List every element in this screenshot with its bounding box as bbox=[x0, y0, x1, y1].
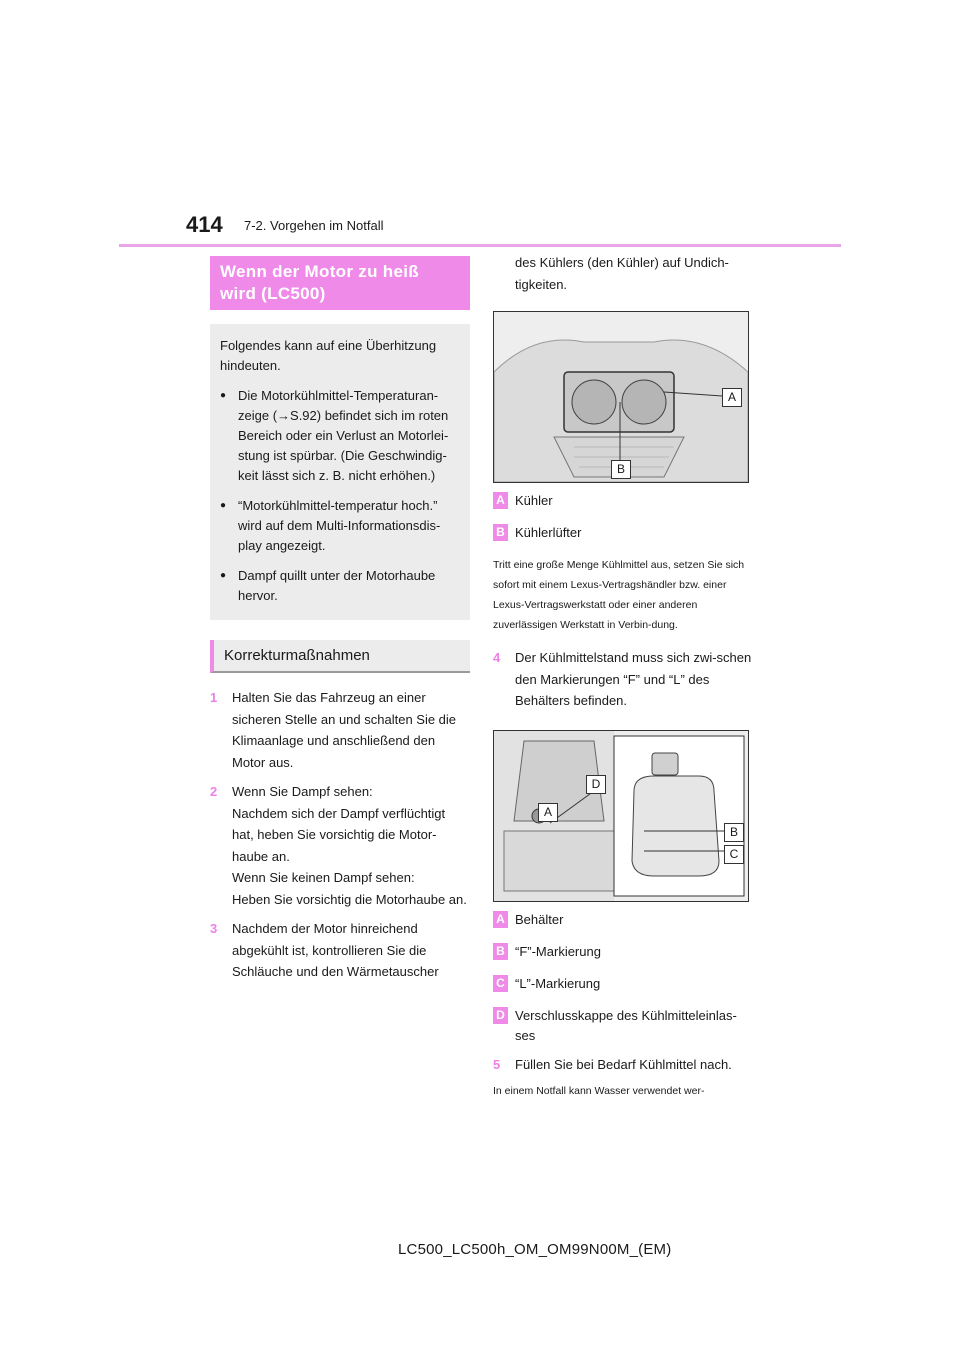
legend-letter: C bbox=[493, 975, 508, 992]
figure2-callout-d: D bbox=[586, 775, 606, 794]
header-rule bbox=[119, 244, 841, 247]
emergency-water-note: In einem Notfall kann Wasser verwendet wer- bbox=[493, 1085, 705, 1097]
legend-text: “L”-Markierung bbox=[515, 975, 601, 991]
symptom-bullet: ● “Motorkühlmittel-temperatur hoch.” wird auf dem Multi-Informationsdis-play angezeigt. bbox=[220, 496, 460, 556]
step-5 bbox=[493, 1054, 755, 1076]
step-text: Nachdem der Motor hinreichend abgekühlt ist, kontrollieren Sie die Schläuche und den Wärmetauscher bbox=[232, 921, 439, 979]
legend-letter: A bbox=[493, 911, 508, 928]
section-title: 7-2. Vorgehen im Notfall bbox=[244, 218, 384, 233]
legend-item bbox=[493, 523, 755, 555]
right-column bbox=[493, 252, 755, 1101]
legend-letter: B bbox=[493, 524, 508, 541]
engine-bay-front-illustration bbox=[494, 312, 748, 482]
legend-letter: A bbox=[493, 492, 508, 509]
step-number: 3 bbox=[210, 921, 218, 936]
legend-item bbox=[493, 910, 755, 942]
step-number: 4 bbox=[493, 650, 501, 665]
step-number: 2 bbox=[210, 784, 218, 799]
overheat-heading: Wenn der Motor zu heiß wird (LC500) bbox=[210, 256, 470, 310]
legend-item bbox=[493, 942, 755, 974]
symptom-bullet: ● Dampf quillt unter der Motorhaube hervor. bbox=[220, 566, 460, 606]
step-text: Heben Sie vorsichtig die Motorhaube an. bbox=[232, 891, 467, 907]
figure2-callout-c: C bbox=[724, 845, 744, 864]
legend-text: Verschlusskappe des Kühlmitteleinlas-ses bbox=[515, 1007, 737, 1043]
legend-text: “F”-Markierung bbox=[515, 943, 601, 959]
legend-item bbox=[493, 491, 755, 523]
legend-letter: B bbox=[493, 943, 508, 960]
step-text: Füllen Sie bei Bedarf Kühlmittel nach. bbox=[515, 1056, 732, 1072]
step-2 bbox=[210, 781, 470, 910]
symptom-bullet: ● Die Motorkühlmittel-Temperaturan-zeige (→S.92) befindet sich im roten Bereich oder ein Verlust an Motorlei-stung ist spürbar. (Die Geschwindig-keit lässt sich z. B. nicht erhöhen.) bbox=[220, 386, 460, 486]
legend-text: Behälter bbox=[515, 911, 564, 927]
legend-item bbox=[493, 1006, 755, 1054]
coolant-reservoir-illustration bbox=[494, 731, 748, 901]
figure2-legend bbox=[493, 910, 755, 1054]
document-code: LC500_LC500h_OM_OM99N00M_(EM) bbox=[398, 1241, 672, 1258]
figure1-callout-a: A bbox=[722, 388, 742, 407]
step-text: Nachdem sich der Dampf verflüchtigt hat, heben Sie vorsichtig die Motor-haube an. bbox=[232, 805, 446, 864]
step-3 bbox=[210, 918, 470, 983]
steps-list bbox=[210, 687, 470, 983]
corrective-heading: Korrekturmaßnahmen bbox=[210, 640, 470, 673]
radiator-figure bbox=[493, 311, 749, 483]
step-number: 1 bbox=[210, 690, 218, 705]
page-number: 414 bbox=[186, 212, 223, 237]
left-column bbox=[210, 256, 470, 991]
legend-text: Kühler bbox=[515, 493, 553, 508]
step-text: Halten Sie das Fahrzeug an einer sicheren Stelle an und schalten Sie die Klimaanlage und anschließend den Motor aus. bbox=[232, 690, 457, 770]
legend-text: Kühlerlüfter bbox=[515, 525, 582, 540]
legend-letter: D bbox=[493, 1007, 508, 1024]
figure2-callout-b: B bbox=[724, 823, 744, 842]
step-text: Der Kühlmittelstand muss sich zwi-schen den Markierungen “F” und “L” des Behälters befinden. bbox=[515, 650, 752, 708]
reservoir-figure bbox=[493, 730, 749, 902]
step-4 bbox=[493, 647, 755, 712]
symptom-intro: Folgendes kann auf eine Überhitzung hindeuten. bbox=[220, 338, 437, 373]
figure2-callout-a: A bbox=[538, 803, 558, 822]
step-text: Wenn Sie Dampf sehen: bbox=[232, 784, 373, 799]
step-1 bbox=[210, 687, 470, 773]
symptom-box bbox=[210, 324, 470, 620]
figure1-callout-b: B bbox=[611, 460, 631, 479]
leak-note: Tritt eine große Menge Kühlmittel aus, setzen Sie sich sofort mit einem Lexus-Vertragshändler bzw. einer Lexus-Vertragswerkstatt oder einer anderen zuverlässigen Werkstatt in Verbin-dung. bbox=[493, 559, 745, 631]
step-text: Wenn Sie keinen Dampf sehen: bbox=[232, 870, 415, 885]
step-number: 5 bbox=[493, 1056, 501, 1072]
step-3-continued: des Kühlers (den Kühler) auf Undich-tigkeiten. bbox=[515, 255, 729, 292]
figure1-legend bbox=[493, 491, 755, 555]
legend-item bbox=[493, 974, 755, 1006]
